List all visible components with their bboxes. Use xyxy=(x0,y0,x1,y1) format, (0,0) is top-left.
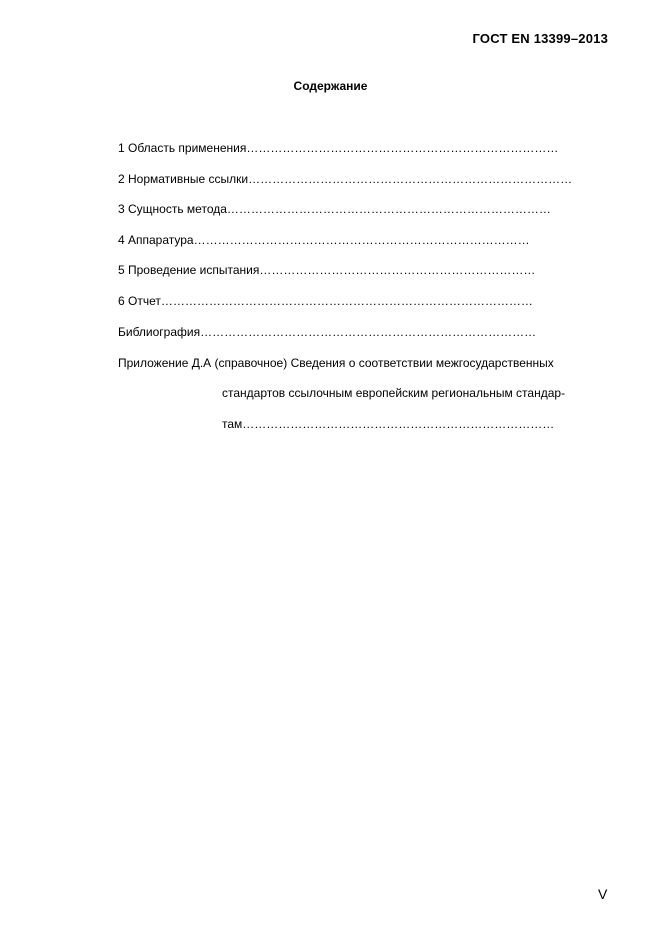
toc-leader-dots: ……………………………………………………………………… xyxy=(226,202,551,216)
toc-title: Содержание xyxy=(293,79,368,93)
toc-appendix-line1: Приложение Д.А (справочное) Сведения о соответствии межгосударственных xyxy=(118,356,554,370)
document-code: ГОСТ EN 13399–2013 xyxy=(472,31,608,46)
toc-entry-appendix[interactable] xyxy=(118,355,554,371)
toc-entry-apparatus[interactable] xyxy=(118,232,530,248)
toc-appendix-line3: там xyxy=(222,417,243,431)
toc-leader-dots: …………………………………………………………………… xyxy=(242,417,555,431)
toc-leader-dots: ………………………………………………………………………… xyxy=(200,325,537,339)
toc-entry-method-principle[interactable] xyxy=(118,201,551,217)
toc-entry-report[interactable] xyxy=(118,293,533,309)
toc-entry-label: 2 Нормативные ссылки xyxy=(118,172,249,186)
toc-entry-label: 6 Отчет xyxy=(118,294,161,308)
toc-entry-label: 1 Область применения xyxy=(118,141,247,155)
toc-appendix-continuation xyxy=(222,385,565,401)
toc-leader-dots: ………………………………………………………………………………… xyxy=(160,294,533,308)
page-number: V xyxy=(598,886,608,902)
toc-entry-test-procedure[interactable] xyxy=(118,262,535,278)
toc-leader-dots: ………………………………………………………………………… xyxy=(193,233,530,247)
toc-appendix-line2: стандартов ссылочным европейским региональным стандар- xyxy=(222,386,566,400)
toc-entry-normative-references[interactable] xyxy=(118,171,572,187)
toc-appendix-continuation-end xyxy=(222,416,554,432)
toc-entry-label: Библиография xyxy=(118,325,201,339)
toc-leader-dots: ……………………………………………………………………… xyxy=(248,172,573,186)
toc-leader-dots: …………………………………………………………………… xyxy=(246,141,559,155)
toc-leader-dots: …………………………………………………………… xyxy=(259,263,536,277)
toc-entry-bibliography[interactable] xyxy=(118,324,536,340)
toc-entry-label: 5 Проведение испытания xyxy=(118,263,260,277)
toc-entry-label: 4 Аппаратура xyxy=(118,233,194,247)
toc-entry-label: 3 Сущность метода xyxy=(118,202,227,216)
toc-entry-scope[interactable] xyxy=(118,140,558,156)
